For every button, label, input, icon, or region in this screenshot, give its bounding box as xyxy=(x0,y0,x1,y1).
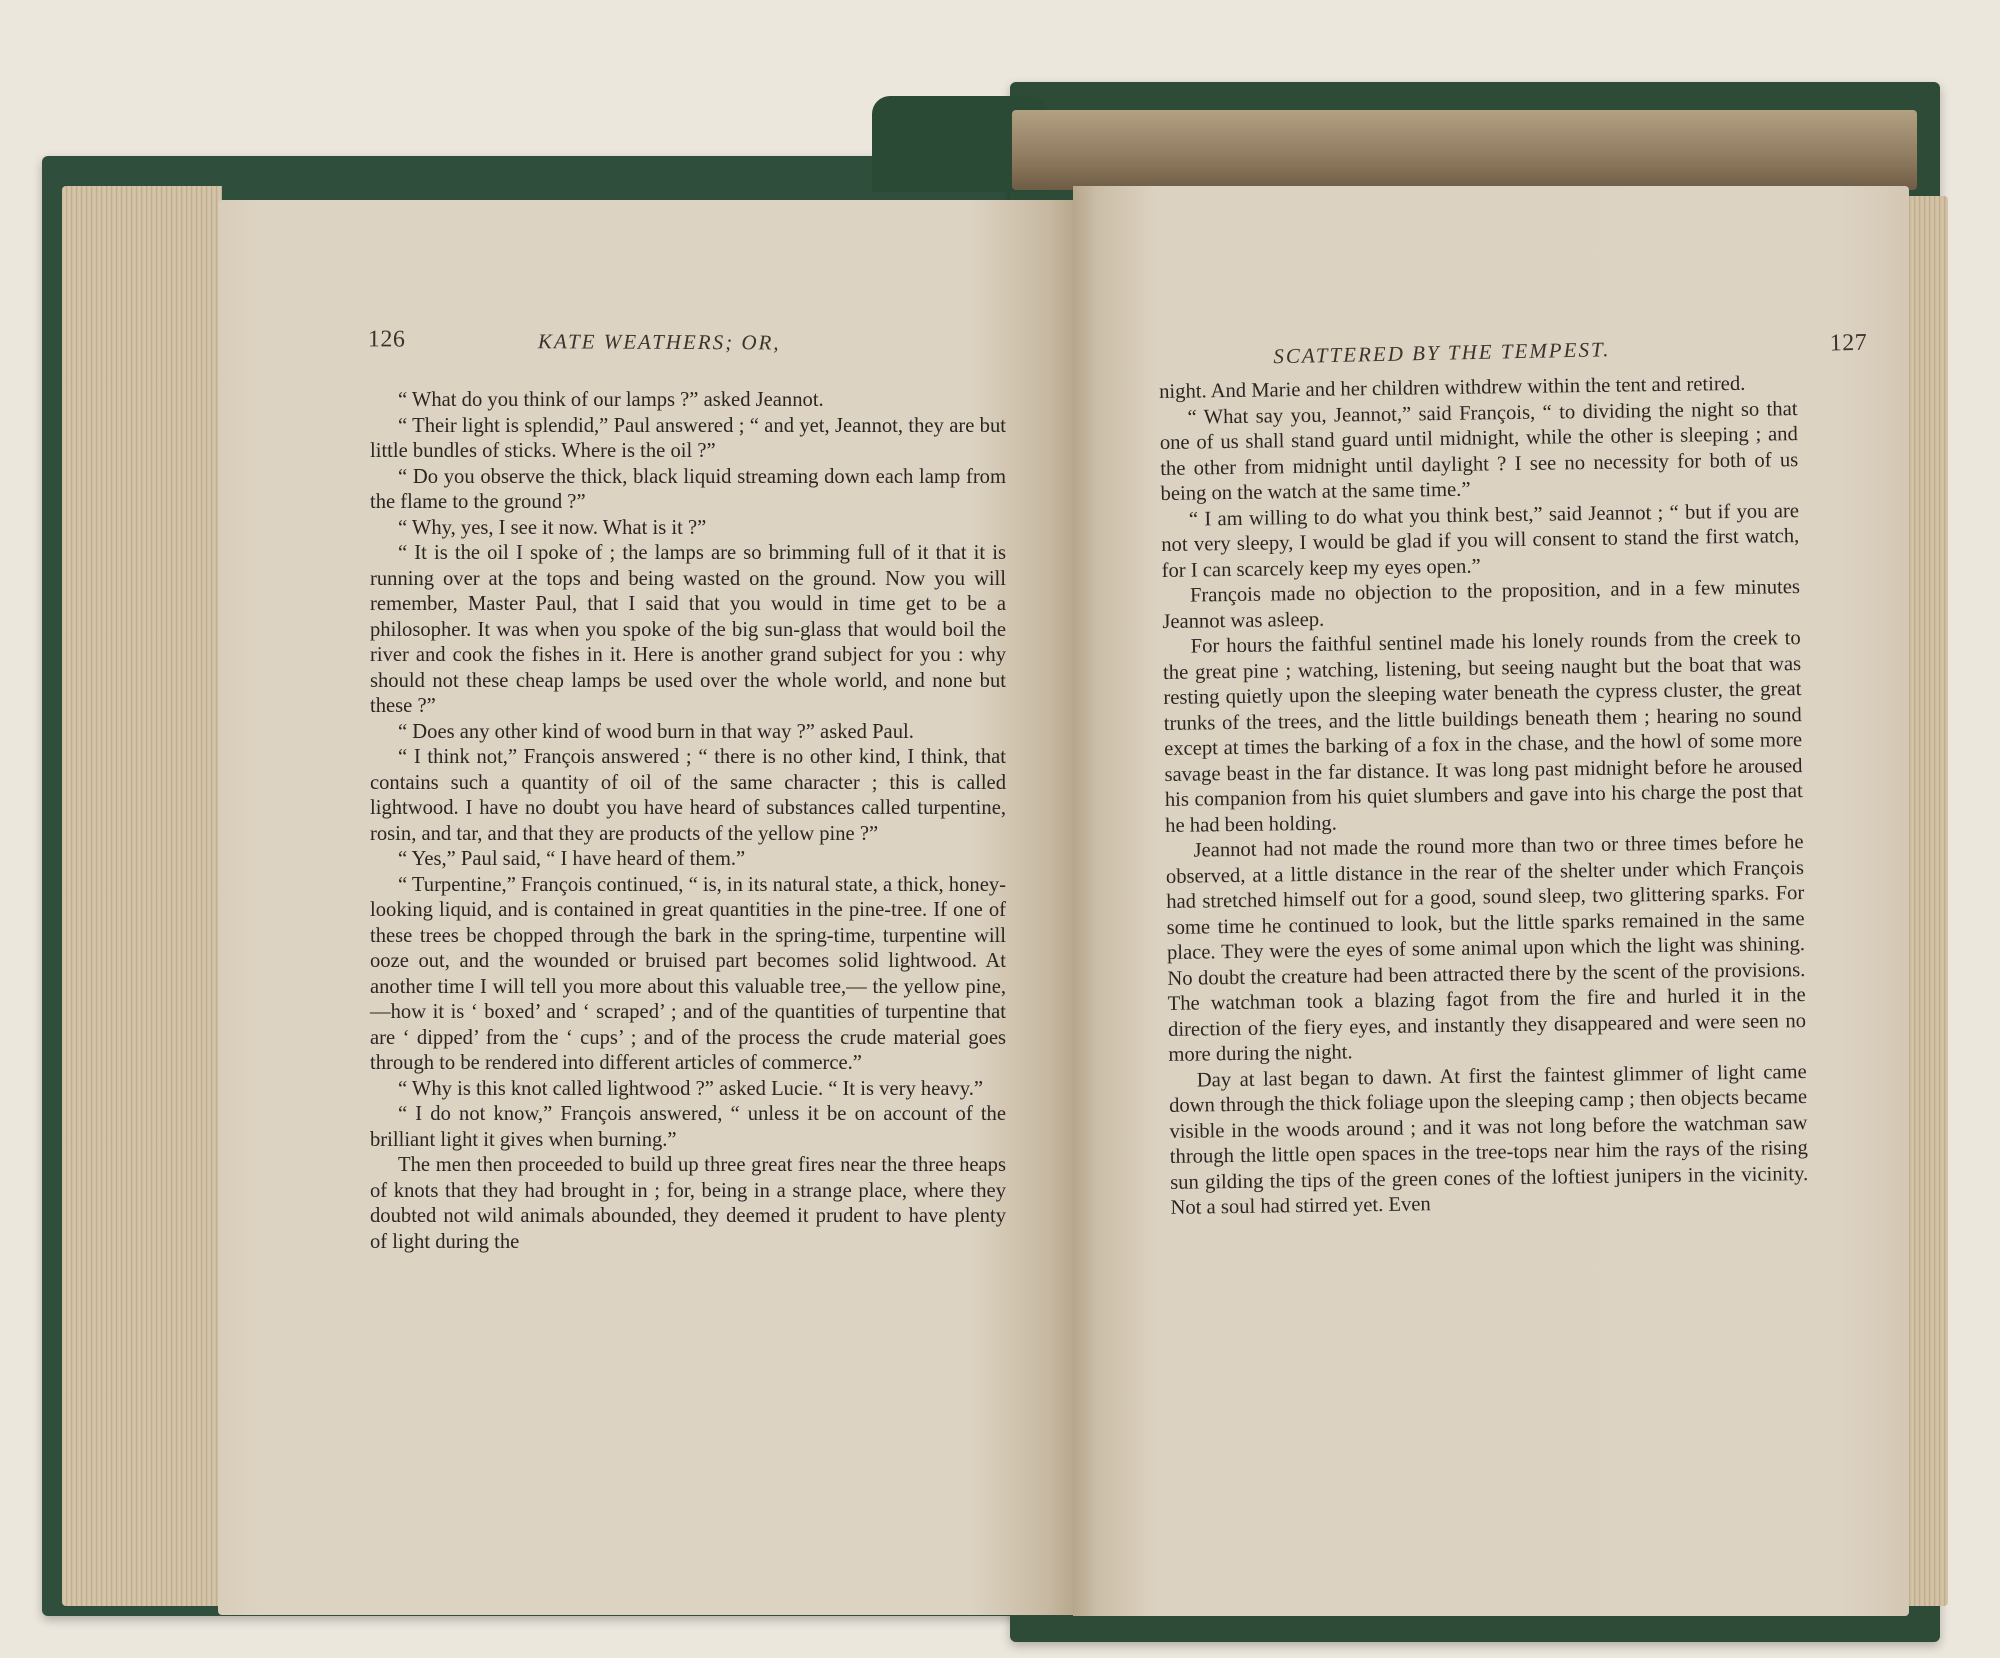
right-body-text xyxy=(1159,371,1809,1221)
paragraph: “ Do you observe the thick, black liquid streaming down each lamp from the flame to the ground ?” xyxy=(370,465,1006,513)
paragraph: “ What do you think of our lamps ?” asked Jeannot. xyxy=(398,389,824,411)
left-page xyxy=(218,200,1073,1615)
right-running-head xyxy=(1273,329,1868,369)
left-running-title: KATE WEATHERS; OR, xyxy=(537,329,781,355)
left-page-number: 126 xyxy=(367,326,406,353)
paragraph: “ I think not,” François answered ; “ there is no other kind, I think, that contains such a quantity of oil of the same character ; this is called lightwood. I have no doubt you have heard of substances called turpentine, rosin, and tar, and that they are products of the yellow pine ?” xyxy=(370,746,1006,845)
paragraph: François made no objection to the proposition, and in a few minutes Jeannot was asleep. xyxy=(1162,576,1801,633)
right-running-title: SCATTERED BY THE TEMPEST. xyxy=(1273,337,1611,369)
paragraph: “ Why, yes, I see it now. What is it ?” xyxy=(398,516,707,539)
paragraph: “ What say you, Jeannot,” said François, “ to dividing the night so that one of us shall stand guard until midnight, while the other is sleeping ; and the other from midnight until daylight ? I see no necessity for both of us being on the watch at the same time.” xyxy=(1159,397,1799,505)
paragraph: Day at last began to dawn. At first the faintest glimmer of light came down through the thick foliage upon the sleeping camp ; then objects became visible in the woods around ; and it was not long before the watchman saw through the little open spaces in the tree-tops near him the rays of the rising sun gilding the tips of the green cones of the loftiest junipers in the vicinity. Not a soul had stirred yet. Even xyxy=(1168,1060,1809,1219)
paragraph: “ Yes,” Paul said, “ I have heard of them.” xyxy=(398,848,746,870)
left-running-head xyxy=(367,326,1008,355)
paragraph: The men then proceeded to build up three great fires near the three heaps of knots that they had brought in ; for, being in a strange place, where they doubted not wild animals abounded, they deemed it prudent to have plenty of light during the xyxy=(370,1154,1006,1253)
page-block-edge xyxy=(1012,110,1917,190)
paragraph: For hours the faithful sentinel made his lonely rounds from the creek to the great pine ; watching, listening, but seeing naught but the boat that was resting quietly upon the sleeping water beneath the cypress cluster, the great trunks of the trees, and the little buildings beneath them ; hearing no sound except at times the barking of a fox in the chase, and the howl of some more savage beast in the far distance. It was long past midnight before he aroused his companion from his quiet slumbers and gave into his charge the post that he had been holding. xyxy=(1162,627,1803,837)
paragraph: Jeannot had not made the round more than two or three times before he observed, at a little distance in the rear of the shelter under which François had stretched himself out for a good, sound sleep, two glittering sparks. For some time he continued to look, but the little sparks remained in the same place. They were the eyes of some animal upon which the light was shining. No doubt the creature had been attracted there by the scent of the provisions. The watchman took a blazing fagot from the fire and hurled it in the direction of the fiery eyes, and instantly they disappeared and were seen no more during the night. xyxy=(1165,831,1807,1066)
paragraph: “ It is the oil I spoke of ; the lamps are so brimming full of it that it is running over at the tops and being wasted on the ground. Now you will remember, Master Paul, that I said that you would in time get to be a philosopher. It was when you spoke of the big sun-glass that would boil the river and cook the fishes in it. Here is another grand subject for you : why should not these cheap lamps be used over the whole world, and none but these ?” xyxy=(370,542,1006,717)
paragraph: “ Turpentine,” François continued, “ is, in its natural state, a thick, honey-looking liquid, and is contained in great quantities in the pine-tree. If one of these trees be chopped through the bark in the spring-time, turpentine will ooze out, and the wounded or bruised part becomes solid lightwood. At another time I will tell you more about this valuable tree,— the yellow pine,—how it is ‘ boxed’ and ‘ scraped’ ; and of the quantities of turpentine that are ‘ dipped’ from the ‘ cups’ ; and of the process the crude material goes through to be rendered into different articles of commerce.” xyxy=(370,873,1006,1074)
paragraph: “ I do not know,” François answered, “ unless it be on account of the brilliant light it gives when burning.” xyxy=(370,1103,1006,1151)
left-page-stack xyxy=(62,186,222,1606)
paragraph: “ I am willing to do what you think best,” said Jeannot ; “ but if you are not very sleepy, I would be glad if you will consent to stand the first watch, for I can scarcely keep my eyes open.” xyxy=(1161,499,1800,582)
right-page-number: 127 xyxy=(1829,329,1868,357)
paragraph: “ Does any other kind of wood burn in that way ?” asked Paul. xyxy=(398,720,914,743)
paragraph: night. And Marie and her children withdrew within the tent and retired. xyxy=(1159,372,1746,403)
right-page xyxy=(1073,186,1909,1616)
paragraph: “ Why is this knot called lightwood ?” asked Lucie. “ It is very heavy.” xyxy=(398,1077,984,1100)
paragraph: “ Their light is splendid,” Paul answered ; “ and yet, Jeannot, they are but little bundles of sticks. Where is the oil ?” xyxy=(370,414,1006,462)
left-body-text xyxy=(370,388,1006,1255)
